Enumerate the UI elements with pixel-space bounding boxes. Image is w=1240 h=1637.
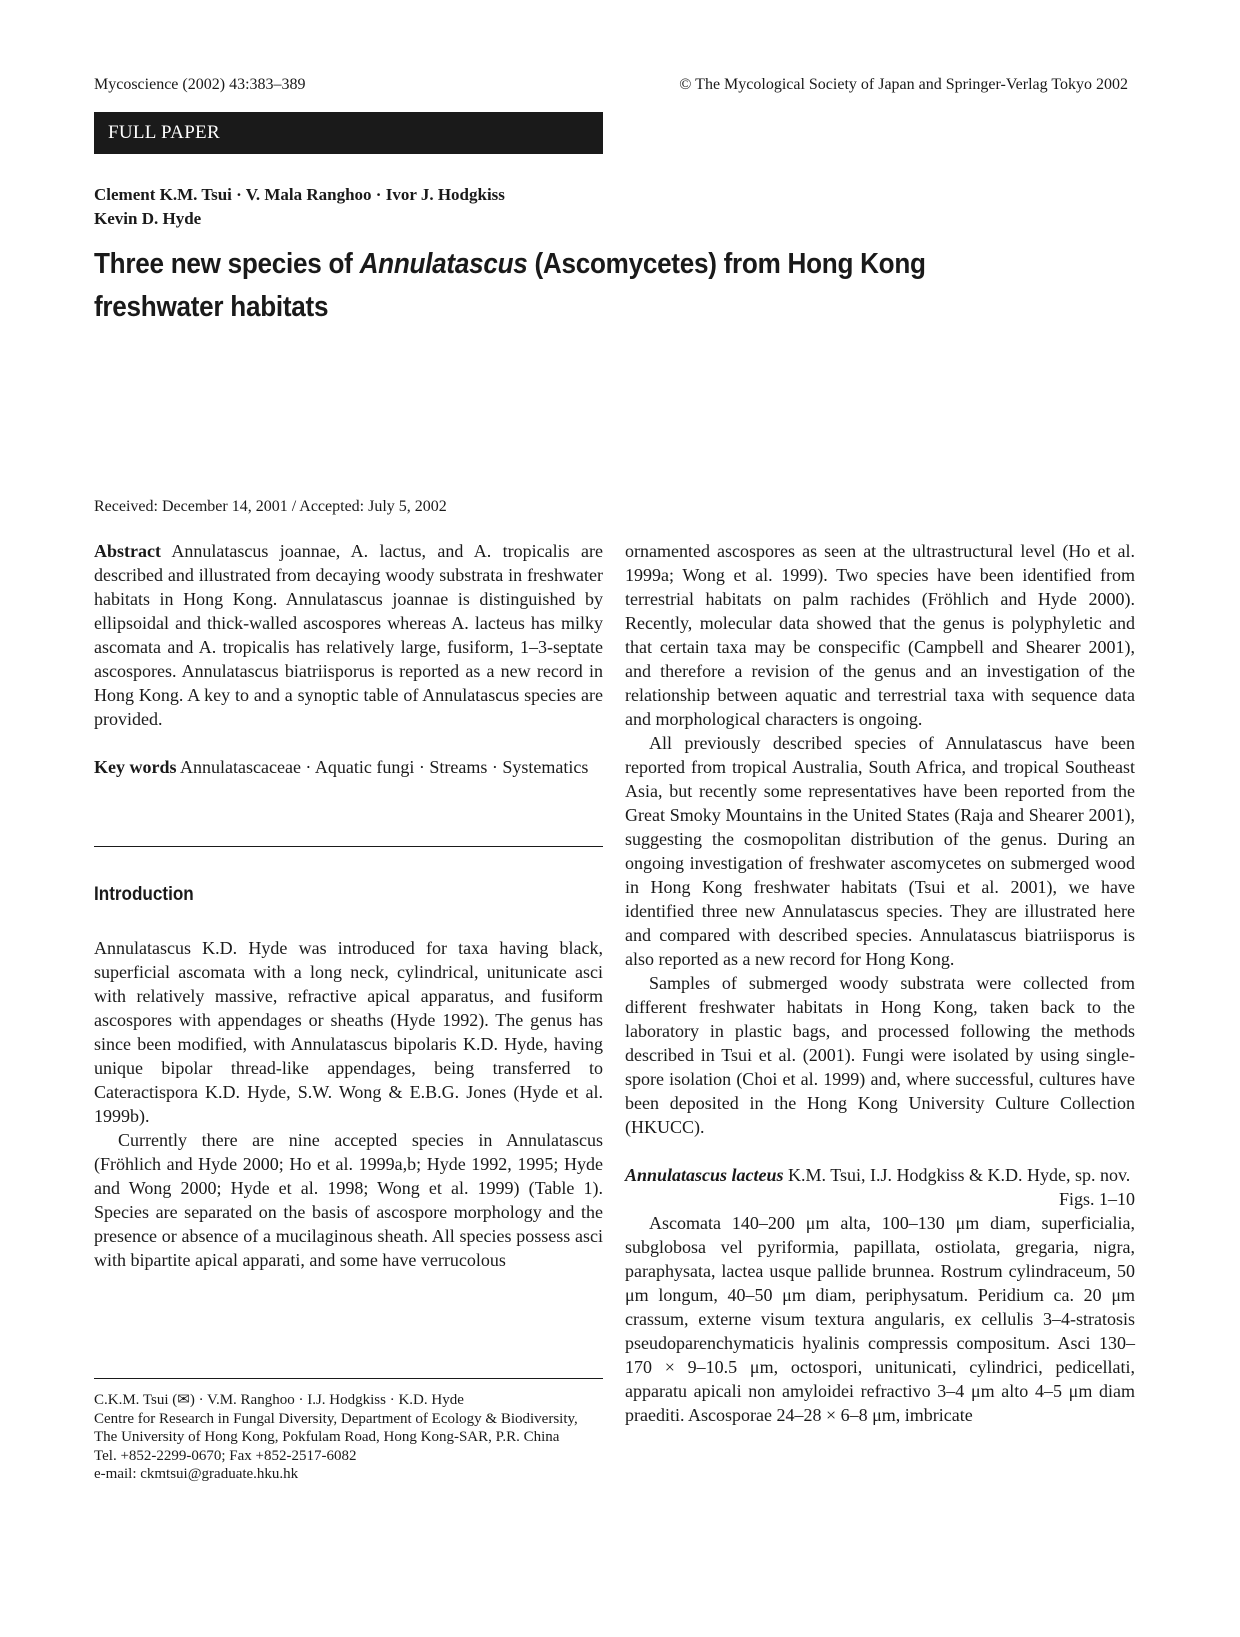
authors-line-2: Kevin D. Hyde [94, 209, 202, 228]
keywords-text: Annulatascaceae · Aquatic fungi · Streams · Systematics [180, 757, 589, 777]
footnote-affiliation: Centre for Research in Fungal Diversity, Department of Ecology & Biodiversity, The University of Hong Kong, Pokfulam Road, Hong Kong-SAR, P.R. China [94, 1410, 578, 1445]
footnote-email: e-mail: ckmtsui@graduate.hku.hk [94, 1466, 299, 1482]
full-paper-banner [94, 112, 603, 154]
abstract-label: Abstract [94, 541, 161, 561]
copyright-notice: © The Mycological Society of Japan and Springer-Verlag Tokyo 2002 [679, 76, 1128, 93]
species-authority: K.M. Tsui, I.J. Hodgkiss & K.D. Hyde, sp. nov. [783, 1165, 1131, 1185]
received-dates: Received: December 14, 2001 / Accepted: July 5, 2002 [94, 498, 447, 515]
section-divider [94, 846, 603, 847]
keywords-paragraph [94, 755, 603, 779]
species-figures: Figs. 1–10 [1058, 1189, 1135, 1209]
banner-label: FULL PAPER [108, 122, 220, 143]
authors-line-1: Clement K.M. Tsui · V. Mala Ranghoo · Ivor J. Hodgkiss [94, 185, 505, 204]
keywords-label: Key words [94, 757, 177, 777]
footnote-phone: Tel. +852-2299-0670; Fax +852-2517-6082 [94, 1447, 357, 1464]
paper-title [94, 243, 958, 329]
species-description: Ascomata 140–200 μm alta, 100–130 μm diam, superficialia, subglobosa vel pyriformia, papillata, ostiolata, gregaria, nigra, paraphysata, lactea usque pallide brunnea. Rostrum cylindraceum, 50 μm longum, 40–50 μm diam, periphysatum. Peridium ca. 20 μm crassum, externe visum textura angularis, ex cellulis 3–4-stratosis pseudoparenchymaticis hyalinis compressis compositum. Asci 130–170 × 9–10.5 μm, octospori, unitunicati, cylindrici, pedicellati, apparatu apicali non amyloidei refractivo 3–4 μm alto 4–5 μm diam praediti. Ascosporae 24–28 × 6–8 μm, imbricate [625, 1213, 1135, 1425]
right-paragraph-2: All previously described species of Annulatascus have been reported from tropical Australia, South Africa, and tropical Southeast Asia, but recently some representatives have been reported from the Great Smoky Mountains in the United States (Raja and Shearer 2001), suggesting the cosmopolitan distribution of the genus. During an ongoing investigation of freshwater ascomycetes on submerged wood in Hong Kong freshwater habitats (Tsui et al. 2001), we have identified three new Annulatascus species. They are illustrated here and compared with described species. Annulatascus biatriisporus is also reported as a new record for Hong Kong. [625, 733, 1135, 969]
left-column [94, 539, 603, 779]
title-genus: Annulatascus [359, 248, 528, 280]
intro-paragraph-2: Currently there are nine accepted species in Annulatascus (Fröhlich and Hyde 2000; Ho et al. 1999a,b; Hyde 1992, 1995; Hyde and Wong 2000; Hyde et al. 1998; Wong et al. 1999) (Table 1). Species are separated on the basis of ascospore morphology and the presence or absence of a mucilaginous sheath. All species possess asci with bipartite apical apparati, and some have verrucolous [94, 1130, 603, 1270]
right-column [625, 539, 1135, 1427]
author-footnote [94, 1391, 603, 1484]
species-name: Annulatascus lacteus [625, 1165, 784, 1185]
author-list [94, 183, 634, 231]
title-suffix: (Ascomycetes) from Hong Kong freshwater habitats [94, 248, 926, 323]
footnote-divider [94, 1378, 603, 1379]
introduction-body [94, 936, 603, 1272]
footnote-names: C.K.M. Tsui (✉) · V.M. Ranghoo · I.J. Hodgkiss · K.D. Hyde [94, 1392, 464, 1408]
right-paragraph-1: ornamented ascospores as seen at the ultrastructural level (Ho et al. 1999a; Wong et al. 1999). Two species have been identified from terrestrial habitats on palm rachides (Fröhlich and Hyde 2000). Recently, molecular data showed that the genus is polyphyletic and that certain taxa may be conspecific (Campbell and Shearer 2001), and therefore a revision of the genus and an investigation of the relationship between aquatic and terrestrial taxa with sequence data and morphological characters is ongoing. [625, 541, 1135, 729]
right-paragraph-3: Samples of submerged woody substrata were collected from different freshwater habitats in Hong Kong, taken back to the laboratory in plastic bags, and processed following the methods described in Tsui et al. (2001). Fungi were isolated by using single-spore isolation (Choi et al. 1999) and, where successful, cultures have been deposited in the Hong Kong University Culture Collection (HKUCC). [625, 973, 1135, 1137]
journal-citation: Mycoscience (2002) 43:383–389 [94, 76, 306, 93]
introduction-heading: Introduction [94, 884, 194, 905]
title-prefix: Three new species of [94, 248, 360, 280]
abstract-text: Annulatascus joannae, A. lactus, and A. tropicalis are described and illustrated from decaying woody substrata in freshwater habitats in Hong Kong. Annulatascus joannae is distinguished by ellipsoidal and thick-walled ascospores whereas A. lacteus has milky ascomata and A. tropicalis has relatively large, fusiform, 1–3-septate ascospores. Annulatascus biatriisporus is reported as a new record in Hong Kong. A key to and a synoptic table of Annulatascus species are provided. [94, 541, 603, 729]
species-heading [625, 1163, 1135, 1209]
intro-paragraph-1: Annulatascus K.D. Hyde was introduced for taxa having black, superficial ascomata with a long neck, cylindrical, unitunicate asci with relatively massive, refractive apical apparatus, and fusiform ascospores with appendages or sheaths (Hyde 1992). The genus has since been modified, with Annulatascus bipolaris K.D. Hyde, having unique bipolar thread-like appendages, being transferred to Cateractispora K.D. Hyde, S.W. Wong & E.B.G. Jones (Hyde et al. 1999b). [94, 938, 603, 1126]
abstract-paragraph [94, 539, 603, 731]
